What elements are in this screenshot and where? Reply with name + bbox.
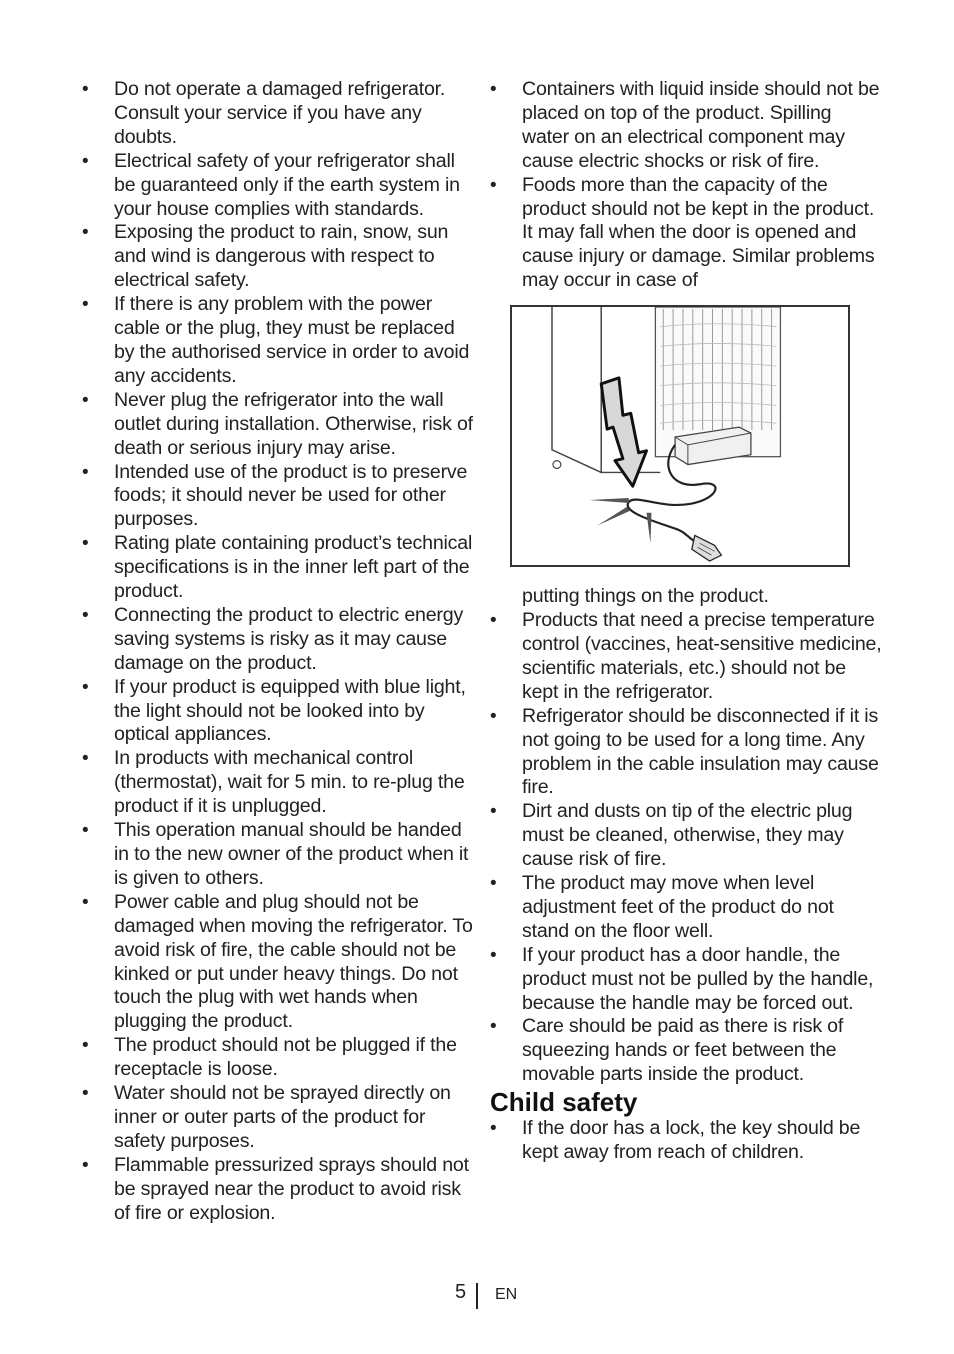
right-column [490, 78, 882, 1165]
child-safety-heading: Child safety [490, 1087, 638, 1118]
list-item: • If your product has a door handle, the product must not be pulled by the handle, because the handle may be forced out. [490, 944, 882, 1016]
list-item: • This operation manual should be handed in to the new owner of the product when it is given to others. [82, 819, 474, 891]
child-safety-list [490, 1117, 882, 1165]
list-item: • Care should be paid as there is risk of squeezing hands or feet between the movable parts inside the product. [490, 1015, 882, 1087]
list-item: • Exposing the product to rain, snow, sun and wind is dangerous with respect to electrical safety. [82, 221, 474, 293]
list-item: • Products that need a precise temperature control (vaccines, heat-sensitive medicine, scientific materials, etc.) should not be kept in the refrigerator. [490, 609, 882, 705]
list-item: • Connecting the product to electric energy saving systems is risky as it may cause damage on the product. [82, 604, 474, 676]
page-footer [0, 1281, 954, 1311]
refrigerator-cable-illustration [510, 305, 850, 567]
left-safety-list [82, 78, 474, 1226]
list-item: • Containers with liquid inside should not be placed on top of the product. Spilling water on an electrical component may cause electric shocks or risk of fire. [490, 78, 882, 174]
list-item: • Rating plate containing product’s technical specifications is in the inner left part of the product. [82, 532, 474, 604]
list-item: • Water should not be sprayed directly on inner or outer parts of the product for safety purposes. [82, 1082, 474, 1154]
list-item: • Electrical safety of your refrigerator shall be guaranteed only if the earth system in your house complies with standards. [82, 150, 474, 222]
list-item: • If the door has a lock, the key should be kept away from reach of children. [490, 1117, 882, 1165]
list-item: • Do not operate a damaged refrigerator. Consult your service if you have any doubts. [82, 78, 474, 150]
left-column [82, 78, 474, 1226]
list-item: • The product may move when level adjustment feet of the product do not stand on the floor well. [490, 872, 882, 944]
list-item: • Refrigerator should be disconnected if it is not going to be used for a long time. Any problem in the cable insulation may cause fire. [490, 705, 882, 801]
list-item: • Dirt and dusts on tip of the electric plug must be cleaned, otherwise, they may cause risk of fire. [490, 800, 882, 872]
paragraph-continuation: putting things on the product. [522, 585, 769, 608]
list-item: • Foods more than the capacity of the product should not be kept in the product. It may fall when the door is opened and cause injury or damage. Similar problems may occur in case of [490, 174, 882, 294]
refrigerator-power-cable-warning-icon [512, 307, 848, 565]
list-item: • Power cable and plug should not be damaged when moving the refrigerator. To avoid risk of fire, the cable should not be kinked or put under heavy things. Do not touch the plug with wet hands when plugging the product. [82, 891, 474, 1034]
list-item: • Flammable pressurized sprays should not be sprayed near the product to avoid risk of fire or explosion. [82, 1154, 474, 1226]
list-item: • Intended use of the product is to preserve foods; it should never be used for other purposes. [82, 461, 474, 533]
right-safety-list-bottom [490, 609, 882, 1087]
page-number: 5 [455, 1281, 467, 1303]
footer-divider [476, 1283, 478, 1309]
language-code: EN [495, 1286, 518, 1303]
right-safety-list-top [490, 78, 882, 293]
list-item: • In products with mechanical control (thermostat), wait for 5 min. to re-plug the product if it is unplugged. [82, 747, 474, 819]
list-item: • If your product is equipped with blue light, the light should not be looked into by optical appliances. [82, 676, 474, 748]
list-item: • Never plug the refrigerator into the wall outlet during installation. Otherwise, risk of death or serious injury may arise. [82, 389, 474, 461]
list-item: • The product should not be plugged if the receptacle is loose. [82, 1034, 474, 1082]
list-item: • If there is any problem with the power cable or the plug, they must be replaced by the authorised service in order to avoid any accidents. [82, 293, 474, 389]
